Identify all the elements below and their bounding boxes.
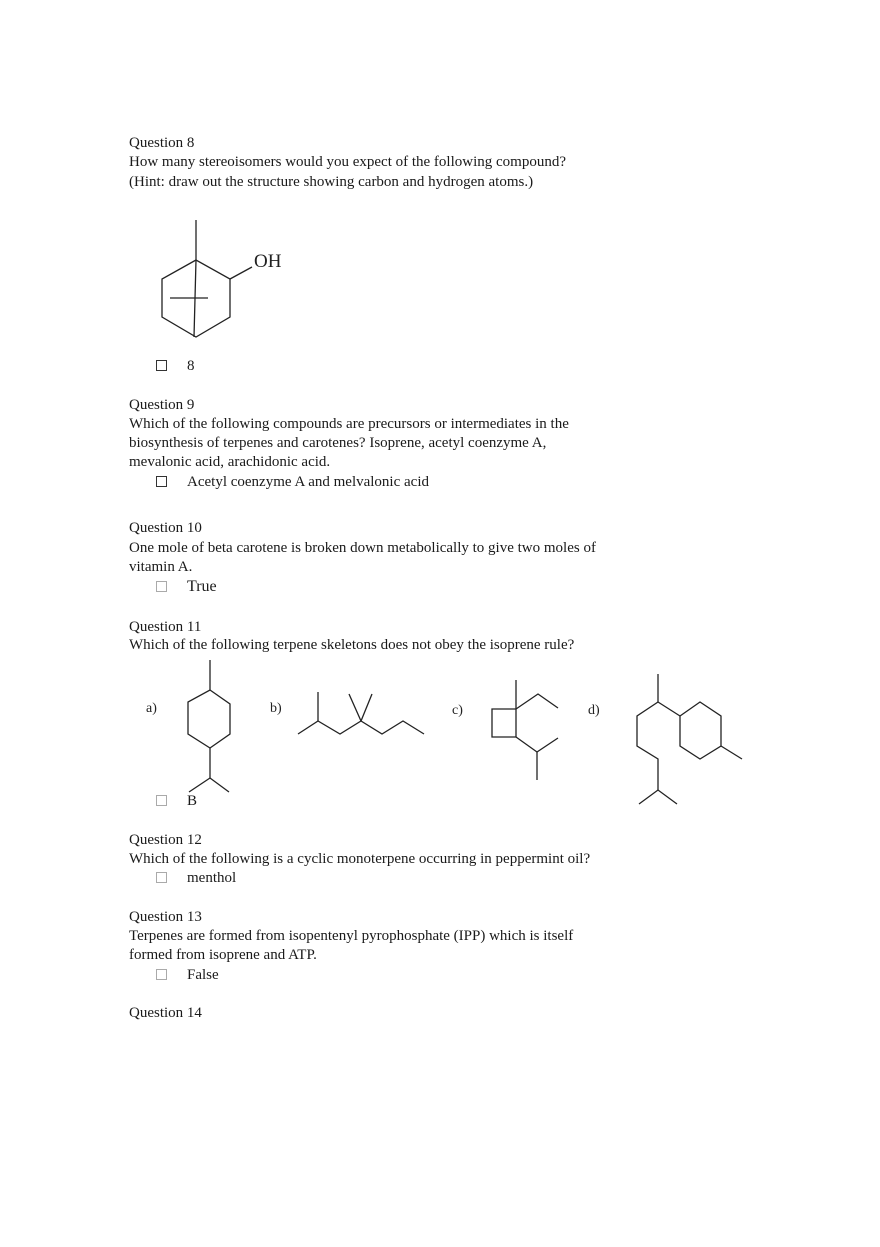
- question-10-text-1: One mole of beta carotene is broken down metabolically to give two moles of: [129, 540, 596, 556]
- checkbox-icon[interactable]: [156, 581, 167, 592]
- question-9-title: Question 9: [129, 397, 195, 413]
- question-9-text-1: Which of the following compounds are precursors or intermediates in the: [129, 416, 569, 432]
- question-9-text-2: biosynthesis of terpenes and carotenes? Isoprene, acetyl coenzyme A,: [129, 435, 547, 451]
- label-c: c): [452, 703, 463, 718]
- question-9-answer[interactable]: [156, 473, 429, 491]
- answer-text: False: [187, 967, 219, 983]
- question-13-text-1: Terpenes are formed from isopentenyl pyrophosphate (IPP) which is itself: [129, 928, 574, 944]
- checkbox-icon[interactable]: [156, 360, 167, 371]
- question-10-text-2: vitamin A.: [129, 559, 193, 575]
- question-10-answer[interactable]: [156, 578, 217, 596]
- skeleton-b: [270, 692, 424, 734]
- oh-label: OH: [254, 251, 282, 272]
- label-b: b): [270, 701, 282, 716]
- question-11-title: Question 11: [129, 619, 202, 635]
- answer-text: Acetyl coenzyme A and melvalonic acid: [187, 474, 429, 490]
- question-12-answer[interactable]: [156, 869, 236, 887]
- label-a: a): [146, 701, 157, 716]
- question-12-text: Which of the following is a cyclic monoterpene occurring in peppermint oil?: [129, 851, 591, 867]
- question-11-text: Which of the following terpene skeletons does not obey the isoprene rule?: [129, 637, 575, 653]
- question-8-answer[interactable]: [156, 357, 195, 375]
- skeleton-c: [452, 680, 558, 780]
- question-8-title: Question 8: [129, 135, 195, 151]
- checkbox-icon[interactable]: [156, 969, 167, 980]
- question-9-text-3: mevalonic acid, arachidonic acid.: [129, 454, 331, 470]
- question-14-title: Question 14: [129, 1005, 202, 1021]
- question-8-hint: (Hint: draw out the structure showing carbon and hydrogen atoms.): [129, 174, 534, 190]
- question-13-text-2: formed from isoprene and ATP.: [129, 947, 317, 963]
- question-13-title: Question 13: [129, 909, 202, 925]
- skeleton-a: [146, 660, 230, 792]
- borneol-structure: [162, 220, 282, 337]
- checkbox-icon[interactable]: [156, 476, 167, 487]
- label-d: d): [588, 703, 600, 718]
- question-12-title: Question 12: [129, 832, 202, 848]
- answer-text: 8: [187, 358, 195, 374]
- answer-text: menthol: [187, 870, 237, 886]
- question-10-title: Question 10: [129, 520, 202, 536]
- answer-text: True: [187, 578, 217, 595]
- answer-text: B: [187, 793, 198, 809]
- checkbox-icon[interactable]: [156, 795, 167, 806]
- question-11-answer[interactable]: [156, 792, 197, 810]
- question-13-answer[interactable]: [156, 966, 219, 984]
- skeleton-d: [588, 674, 742, 804]
- checkbox-icon[interactable]: [156, 872, 167, 883]
- question-8-text: How many stereoisomers would you expect of the following compound?: [129, 154, 566, 170]
